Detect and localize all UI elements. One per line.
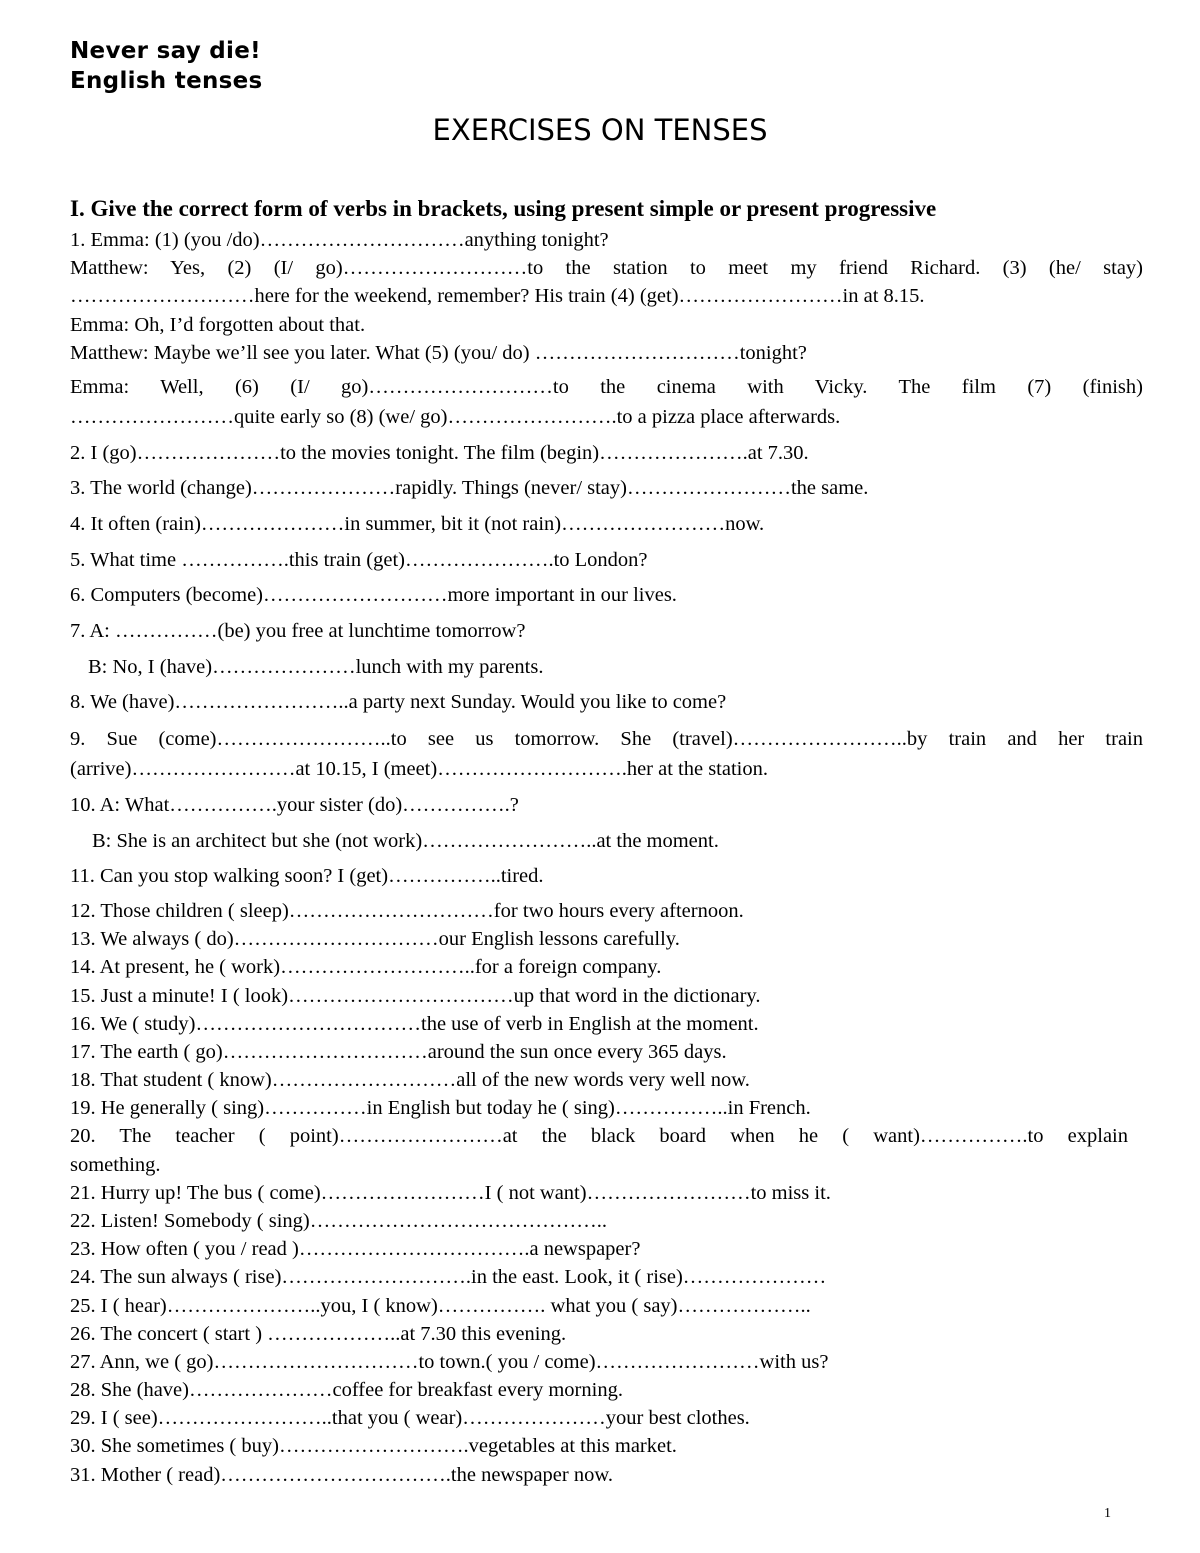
exercise-line: 2. I (go)…………………to the movies tonight. The film (begin)………………….at 7.30. xyxy=(70,442,809,464)
exercise-line: ………………………here for the weekend, remember? His train (4) (get)……………………in at 8.15. xyxy=(70,285,925,307)
section-heading: I. Give the correct form of verbs in brackets, using present simple or present progressive xyxy=(70,196,937,221)
exercise-line: 1. Emma: (1) (you /do)…………………………anything tonight? xyxy=(70,229,609,251)
exercise-line: 26. The concert ( start ) ………………..at 7.30 this evening. xyxy=(70,1323,567,1345)
exercise-line: ……………………quite early so (8) (we/ go)…………………….to a pizza place afterwards. xyxy=(70,406,841,428)
exercise-line: 31. Mother ( read)…………………………….the newspaper now. xyxy=(70,1464,613,1486)
exercise-line: 18. That student ( know)………………………all of the new words very well now. xyxy=(70,1069,750,1091)
exercise-line: 7. A: ……………(be) you free at lunchtime tomorrow? xyxy=(70,620,526,642)
exercise-line: 21. Hurry up! The bus ( come)……………………I ( not want)……………………to miss it. xyxy=(70,1182,831,1204)
page-number: 1 xyxy=(1104,1506,1111,1521)
exercise-line: 13. We always ( do)…………………………our English lessons carefully. xyxy=(70,928,680,950)
exercise-line: 24. The sun always ( rise)……………………….in the east. Look, it ( rise)………………… xyxy=(70,1266,827,1288)
page-title: EXERCISES ON TENSES xyxy=(432,113,768,147)
exercise-line: B: No, I (have)…………………lunch with my parents. xyxy=(88,656,544,678)
exercise-line: 12. Those children ( sleep)…………………………for two hours every afternoon. xyxy=(70,900,744,922)
document-header xyxy=(70,36,263,96)
exercise-line: 11. Can you stop walking soon? I (get)……………..tired. xyxy=(70,865,544,887)
exercise-line: 4. It often (rain)…………………in summer, bit it (not rain)……………………now. xyxy=(70,513,765,535)
exercise-line: 8. We (have)……………………..a party next Sunday. Would you like to come? xyxy=(70,691,727,713)
header-line-1: Never say die! xyxy=(70,38,261,64)
exercise-line: Matthew: Maybe we’ll see you later. What (5) (you/ do) …………………………tonight? xyxy=(70,342,807,364)
exercise-line: 29. I ( see)……………………..that you ( wear)…………………your best clothes. xyxy=(70,1407,750,1429)
exercise-line: 19. He generally ( sing)……………in English but today he ( sing)……………..in French. xyxy=(70,1097,811,1119)
exercise-line: 27. Ann, we ( go)…………………………to town.( you / come)……………………with us? xyxy=(70,1351,829,1373)
exercise-line: 30. She sometimes ( buy)……………………….vegetables at this market. xyxy=(70,1435,677,1457)
exercise-line: 23. How often ( you / read )…………………………….a newspaper? xyxy=(70,1238,641,1260)
exercise-line: 5. What time …………….this train (get)………………….to London? xyxy=(70,549,648,571)
exercise-line: something. xyxy=(70,1154,161,1176)
exercise-line: 14. At present, he ( work)………………………..for a foreign company. xyxy=(70,956,662,978)
exercise-line: 25. I ( hear)…………………..you, I ( know)……………. what you ( say)……………….. xyxy=(70,1295,811,1317)
exercise-line: 28. She (have)…………………coffee for breakfast every morning. xyxy=(70,1379,623,1401)
exercise-line: 10. A: What…………….your sister (do)…………….? xyxy=(70,794,519,816)
exercise-line: 9. Sue (come)……………………..to see us tomorrow. She (travel)……………………..by train and her train xyxy=(70,728,1143,750)
exercise-line: B: She is an architect but she (not work)……………………..at the moment. xyxy=(92,830,719,852)
exercise-line: Emma: Well, (6) (I/ go)………………………to the cinema with Vicky. The film (7) (finish) xyxy=(70,376,1143,398)
exercise-line: 20. The teacher ( point)……………………at the black board when he ( want)…………….to explain xyxy=(70,1125,1128,1147)
exercise-line: 6. Computers (become)………………………more important in our lives. xyxy=(70,584,677,606)
exercise-line: Emma: Oh, I’d forgotten about that. xyxy=(70,314,366,336)
exercise-line: (arrive)……………………at 10.15, I (meet)……………………….her at the station. xyxy=(70,758,768,780)
exercise-line: 16. We ( study)……………………………the use of verb in English at the moment. xyxy=(70,1013,759,1035)
exercise-line: 15. Just a minute! I ( look)……………………………up that word in the dictionary. xyxy=(70,985,761,1007)
exercise-line: 17. The earth ( go)…………………………around the sun once every 365 days. xyxy=(70,1041,727,1063)
header-line-2: English tenses xyxy=(70,68,263,94)
exercise-line: 22. Listen! Somebody ( sing)…………………………………….. xyxy=(70,1210,607,1232)
exercise-line: Matthew: Yes, (2) (I/ go)………………………to the station to meet my friend Richard. (3) (he/ stay) xyxy=(70,257,1143,279)
exercise-line: 3. The world (change)…………………rapidly. Things (never/ stay)……………………the same. xyxy=(70,477,869,499)
